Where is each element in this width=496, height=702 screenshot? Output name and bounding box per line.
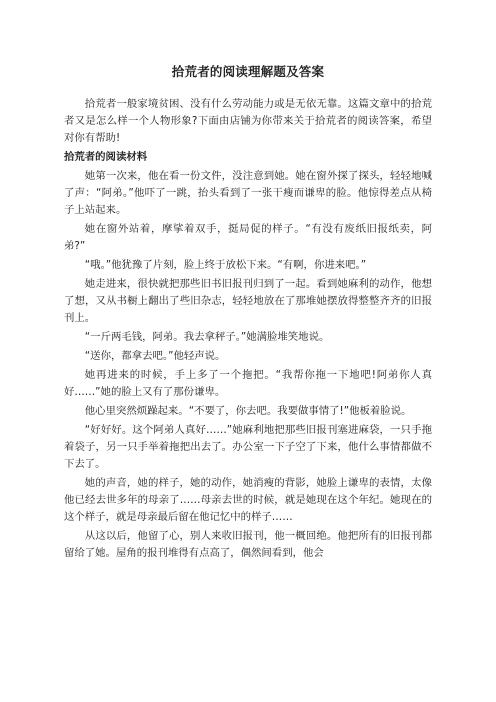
body-paragraph: 他心里突然烦躁起来。“不要了，你去吧。我要做事情了!”他板着脸说。 <box>84 405 412 417</box>
intro-paragraph: 拾荒者一般家境贫困、没有什么劳动能力或是无依无靠。这篇文章中的拾荒者又是怎么样一个人物形象?下面由店铺为你带来关于拾荒者的阅读答案，希望对你有帮助! <box>64 98 432 144</box>
page-title: 拾荒者的阅读理解题及答案 <box>171 64 325 79</box>
body-paragraph: “好好好。这个阿弟人真好……”她麻利地把那些旧报刊塞进麻袋，一只手拖着袋子，另一只手举着拖把出去了。办公室一下子空了下来，他什么事情都做不下去了。 <box>64 424 432 470</box>
body-paragraph: 从这以后，他留了心，别人来收旧报刊，他一概回绝。他把所有的旧报刊都留给了她。屋角的报刊堆得有点高了，偶然间看到，他会 <box>64 530 432 559</box>
section-heading: 拾荒者的阅读材料 <box>64 151 148 163</box>
body-paragraph: 她的声音，她的样子，她的动作，她消瘦的背影，她脸上谦卑的表情，太像他已经去世多年的母亲了……母亲去世的时候，就是她现在这个年纪。她现在的这个样子，就是母亲最后留在他记忆中的样子…… <box>64 477 432 523</box>
body-paragraph: “送你，都拿去吧。”他轻声说。 <box>84 350 226 362</box>
body-paragraph: 她在窗外站着，摩挲着双手，挺局促的样子。“有没有废纸旧报纸卖，阿弟?” <box>64 223 432 252</box>
body-paragraph: 她再进来的时候，手上多了一个拖把。“我帮你拖一下地吧!阿弟你人真好……”她的脸上又有了那份谦卑。 <box>64 369 432 398</box>
body-paragraph: 她走进来，很快就把那些旧书旧报刊归到了一起。看到她麻利的动作，他想了想，又从书橱上翻出了些旧杂志，轻轻地放在了那堆她摆放得整整齐齐的旧报刊上。 <box>64 278 432 324</box>
body-paragraph: “一斤两毛钱，阿弟。我去拿秤子。”她满脸堆笑地说。 <box>84 331 330 343</box>
body-paragraph: “哦。”他犹豫了片刻，脸上终于放松下来。“有啊，你进来吧。” <box>84 259 367 271</box>
body-paragraph: 她第一次来，他在看一份文件，没注意到她。她在窗外探了探头，轻轻地喊了声：“阿弟。”他吓了一跳，抬头看到了一张干瘦而谦卑的脸。他惊得差点从椅子上站起来。 <box>64 170 432 216</box>
